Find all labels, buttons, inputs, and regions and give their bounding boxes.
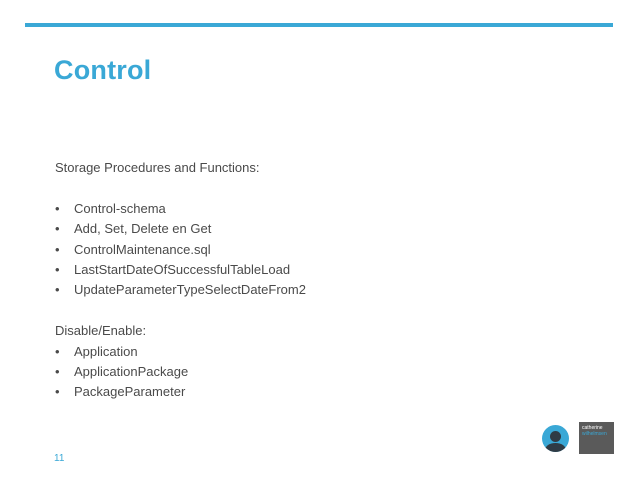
list-item-label: ApplicationPackage: [74, 363, 189, 379]
list-item-label: Control-schema: [74, 200, 166, 216]
list-item: [55, 260, 505, 280]
list-item: [55, 342, 505, 362]
section-heading-storage-procedures: Storage Procedures and Functions:: [55, 160, 260, 175]
list-item-label: LastStartDateOfSuccessfulTableLoad: [74, 261, 291, 277]
storage-procedures-list: [55, 199, 505, 301]
bullet-marker: •: [55, 261, 60, 277]
page-number: 11: [54, 453, 65, 464]
bullet-marker: •: [55, 363, 60, 379]
list-item-label: Application: [74, 343, 138, 359]
logo-line-2: wilhelmsen: [582, 431, 607, 437]
list-item-label: ControlMaintenance.sql: [74, 241, 211, 257]
logo-wordmark-box: [579, 422, 614, 454]
list-item-label: Add, Set, Delete en Get: [74, 221, 212, 237]
slide-title: Control: [54, 55, 152, 85]
list-item: [55, 382, 505, 402]
bullet-marker: •: [55, 343, 60, 359]
list-item: [55, 199, 505, 219]
list-item: [55, 362, 505, 382]
bullet-marker: •: [55, 384, 60, 400]
person-avatar-icon: [542, 425, 569, 452]
spacer: [55, 301, 505, 321]
company-logo: [542, 422, 614, 454]
spacer: [55, 178, 505, 198]
list-item: [55, 280, 505, 300]
list-item-label: PackageParameter: [74, 384, 186, 400]
section-heading-disable-enable: Disable/Enable:: [55, 323, 147, 339]
bullet-marker: •: [55, 200, 60, 216]
slide-content: [55, 158, 505, 403]
list-item: [55, 240, 505, 260]
logo-line-1: catherine: [582, 425, 603, 431]
top-accent-bar: [25, 23, 613, 27]
list-item: [55, 219, 505, 239]
bullet-marker: •: [55, 282, 60, 298]
bullet-marker: •: [55, 221, 60, 237]
disable-enable-list: [55, 342, 505, 403]
bullet-marker: •: [55, 241, 60, 257]
list-item-label: UpdateParameterTypeSelectDateFrom2: [74, 282, 306, 298]
